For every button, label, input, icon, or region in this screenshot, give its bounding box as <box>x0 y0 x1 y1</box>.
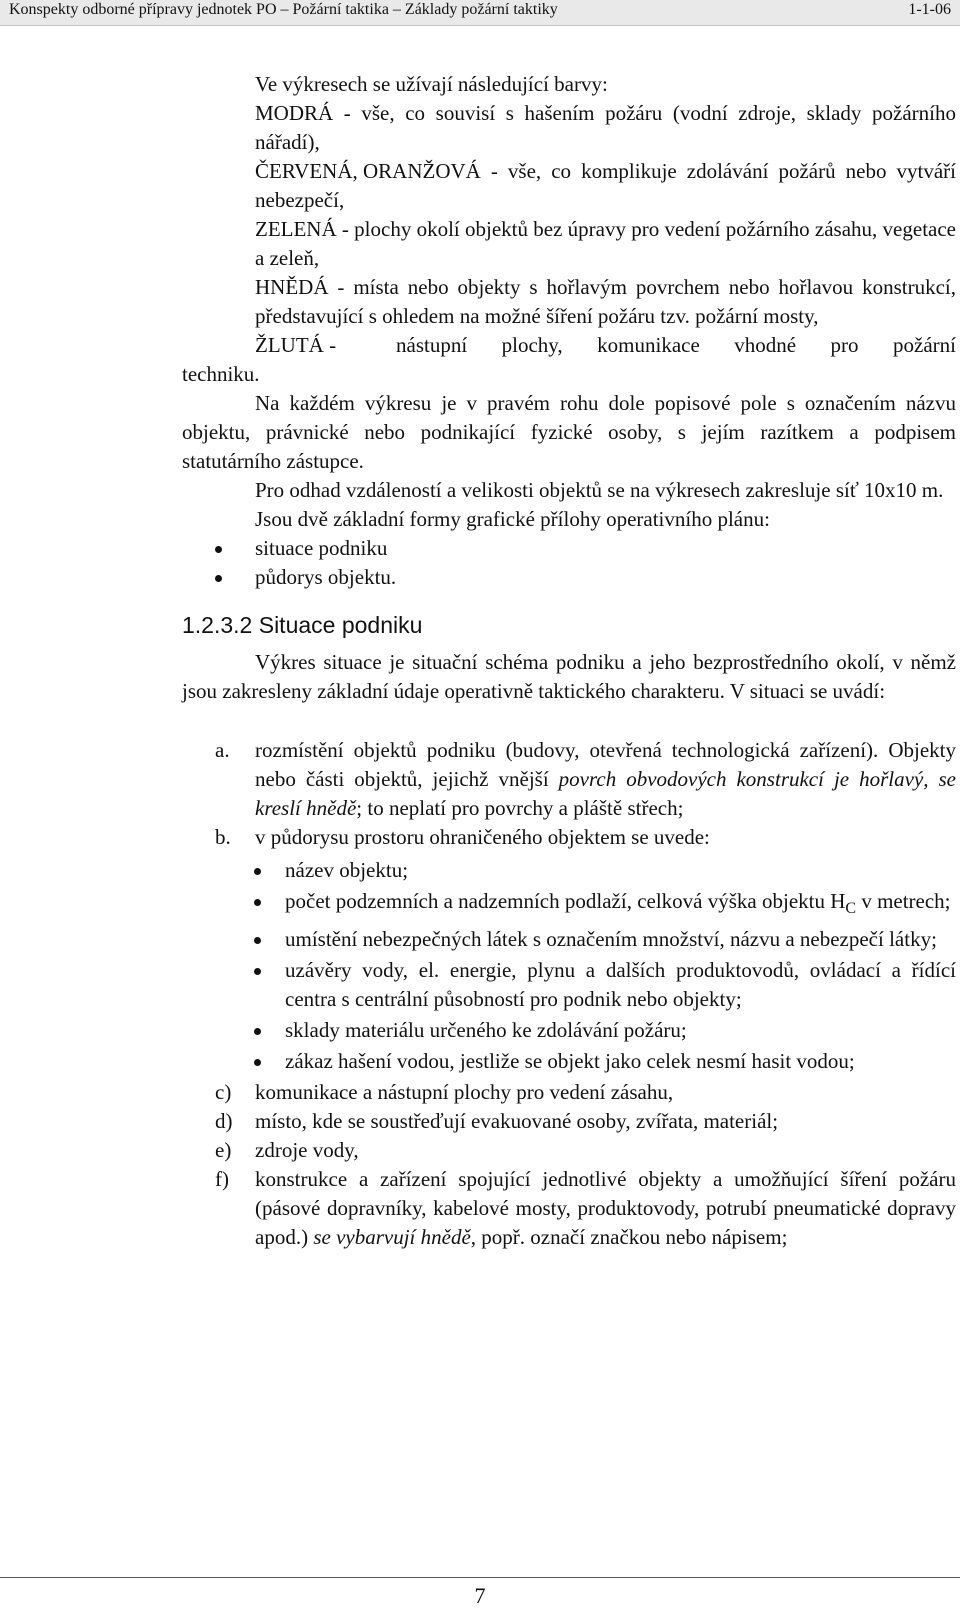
color-zluta <box>182 331 956 360</box>
list-item: zákaz hašení vodou, jestliže se objekt jako celek nesmí hasit vodou; <box>182 1047 956 1076</box>
b-sublist <box>182 856 956 1076</box>
list-item: sklady materiálu určeného ke zdolávání požáru; <box>182 1016 956 1045</box>
list-item-b <box>182 823 956 852</box>
paragraph-vykres: Na každém výkresu je v pravém rohu dole popisové pole s označením názvu objektu, právnické nebo podnikající fyzické osoby, s jejím razítkem a podpisem statutárního zástupce. <box>182 391 956 473</box>
color-text: - místa nebo objekty s hořlavým povrchem nebo hořlavou konstrukcí, představující s ohledem na možné šíření požáru tzv. požární mosty, <box>255 275 956 328</box>
list-item <box>182 887 956 923</box>
color-hneda <box>182 273 956 331</box>
height-subscript: C <box>845 900 857 918</box>
page-number: 7 <box>474 1583 486 1608</box>
list-item-e <box>182 1136 956 1165</box>
item-text-italic: povrch obvodových konstrukcí je hořlavý, se kreslí hnědě <box>255 767 957 820</box>
color-text: nástupní plochy, komunikace vhodné pro požární <box>396 333 956 357</box>
paragraph-situace: Výkres situace je situační schéma podniku a jeho bezprostředního okolí, v němž jsou zakresleny základní údaje operativně taktického charakteru. V situaci se uvádí: <box>182 650 956 703</box>
list-item-d <box>182 1107 956 1136</box>
header-title: Konspekty odborné přípravy jednotek PO – Požární taktika – Základy požární taktiky <box>9 1 558 18</box>
item-marker: f) <box>215 1167 229 1192</box>
item-marker: e) <box>215 1138 232 1163</box>
list-item-f <box>182 1165 956 1252</box>
paragraph-sit: Pro odhad vzdáleností a velikosti objektů se na výkresech zakresluje síť 10x10 m. <box>255 478 944 502</box>
color-text: - vše, co komplikuje zdolávání požárů nebo vytváří nebezpečí, <box>255 159 956 212</box>
item-text: konstrukce a zařízení spojující jednotlivé objekty a umožňující šíření požáru (pásové dopravníky, kabelové mosty, produktovody, potrubí pneumatické dopravy apod.) <box>255 1167 956 1250</box>
color-zelena <box>182 215 956 273</box>
item-text: v půdorysu prostoru ohraničeného objektem se uvede: <box>255 825 710 849</box>
item-text: rozmístění objektů podniku (budovy, otevřená technologická zařízení). Objekty nebo části objektů, jejichž vnější <box>255 738 956 791</box>
item-text-italic: se vybarvují hnědě <box>313 1225 471 1250</box>
item-text: zdroje vody, <box>255 1138 359 1163</box>
list-item: uzávěry vody, el. energie, plynu a dalších produktovodů, ovládací a řídící centra s centrální působností pro podnik nebo objekty; <box>182 956 956 1014</box>
color-name: ŽLUTÁ - <box>255 333 337 357</box>
section-title: 1.2.3.2 Situace podniku <box>182 612 423 638</box>
color-zluta-continuation: techniku. <box>182 362 260 386</box>
page-footer <box>0 1577 960 1614</box>
formy-list <box>182 534 956 592</box>
color-name: ZELENÁ <box>255 217 337 241</box>
list-item: půdorys objektu. <box>182 563 956 592</box>
item-text: , popř. označí značkou nebo nápisem; <box>470 1225 788 1250</box>
list-item: situace podniku <box>182 534 956 563</box>
list-item-a <box>182 736 956 823</box>
color-text: - vše, co souvisí s hašením požáru (vodní zdroje, sklady požárního nářadí), <box>255 101 956 154</box>
item-text: komunikace a nástupní plochy pro vedení zásahu, <box>255 1080 674 1105</box>
page-header <box>0 0 960 26</box>
paragraph-formy: Jsou dvě základní formy grafické přílohy operativního plánu: <box>255 507 770 531</box>
item-text: ; to neplatí pro povrchy a pláště střech; <box>356 796 684 820</box>
item-marker: c) <box>215 1080 232 1105</box>
header-code: 1-1-06 <box>908 1 951 18</box>
item-text: v metrech; <box>856 889 951 913</box>
color-name: HNĚDÁ <box>255 275 329 299</box>
document-body <box>182 70 956 1252</box>
list-item-c <box>182 1078 956 1107</box>
list-item: název objektu; <box>182 856 956 885</box>
color-text: - plochy okolí objektů bez úpravy pro vedení požárního zásahu, vegetace a zeleň, <box>255 217 956 270</box>
list-item: umístění nebezpečných látek s označením množství, názvu a nebezpečí látky; <box>182 925 956 954</box>
intro-paragraph: Ve výkresech se užívají následující barvy: <box>255 72 608 96</box>
color-name: MODRÁ <box>255 101 334 125</box>
color-cervena <box>182 157 956 215</box>
item-text: počet podzemních a nadzemních podlaží, celková výška objektu H <box>285 889 846 913</box>
item-marker: a. <box>215 738 230 762</box>
item-marker: b. <box>215 825 231 849</box>
color-name: ČERVENÁ, ORANŽOVÁ <box>255 159 481 183</box>
item-text: místo, kde se soustřeďují evakuované osoby, zvířata, materiál; <box>255 1109 779 1134</box>
color-modra <box>182 99 956 157</box>
item-marker: d) <box>215 1109 233 1134</box>
